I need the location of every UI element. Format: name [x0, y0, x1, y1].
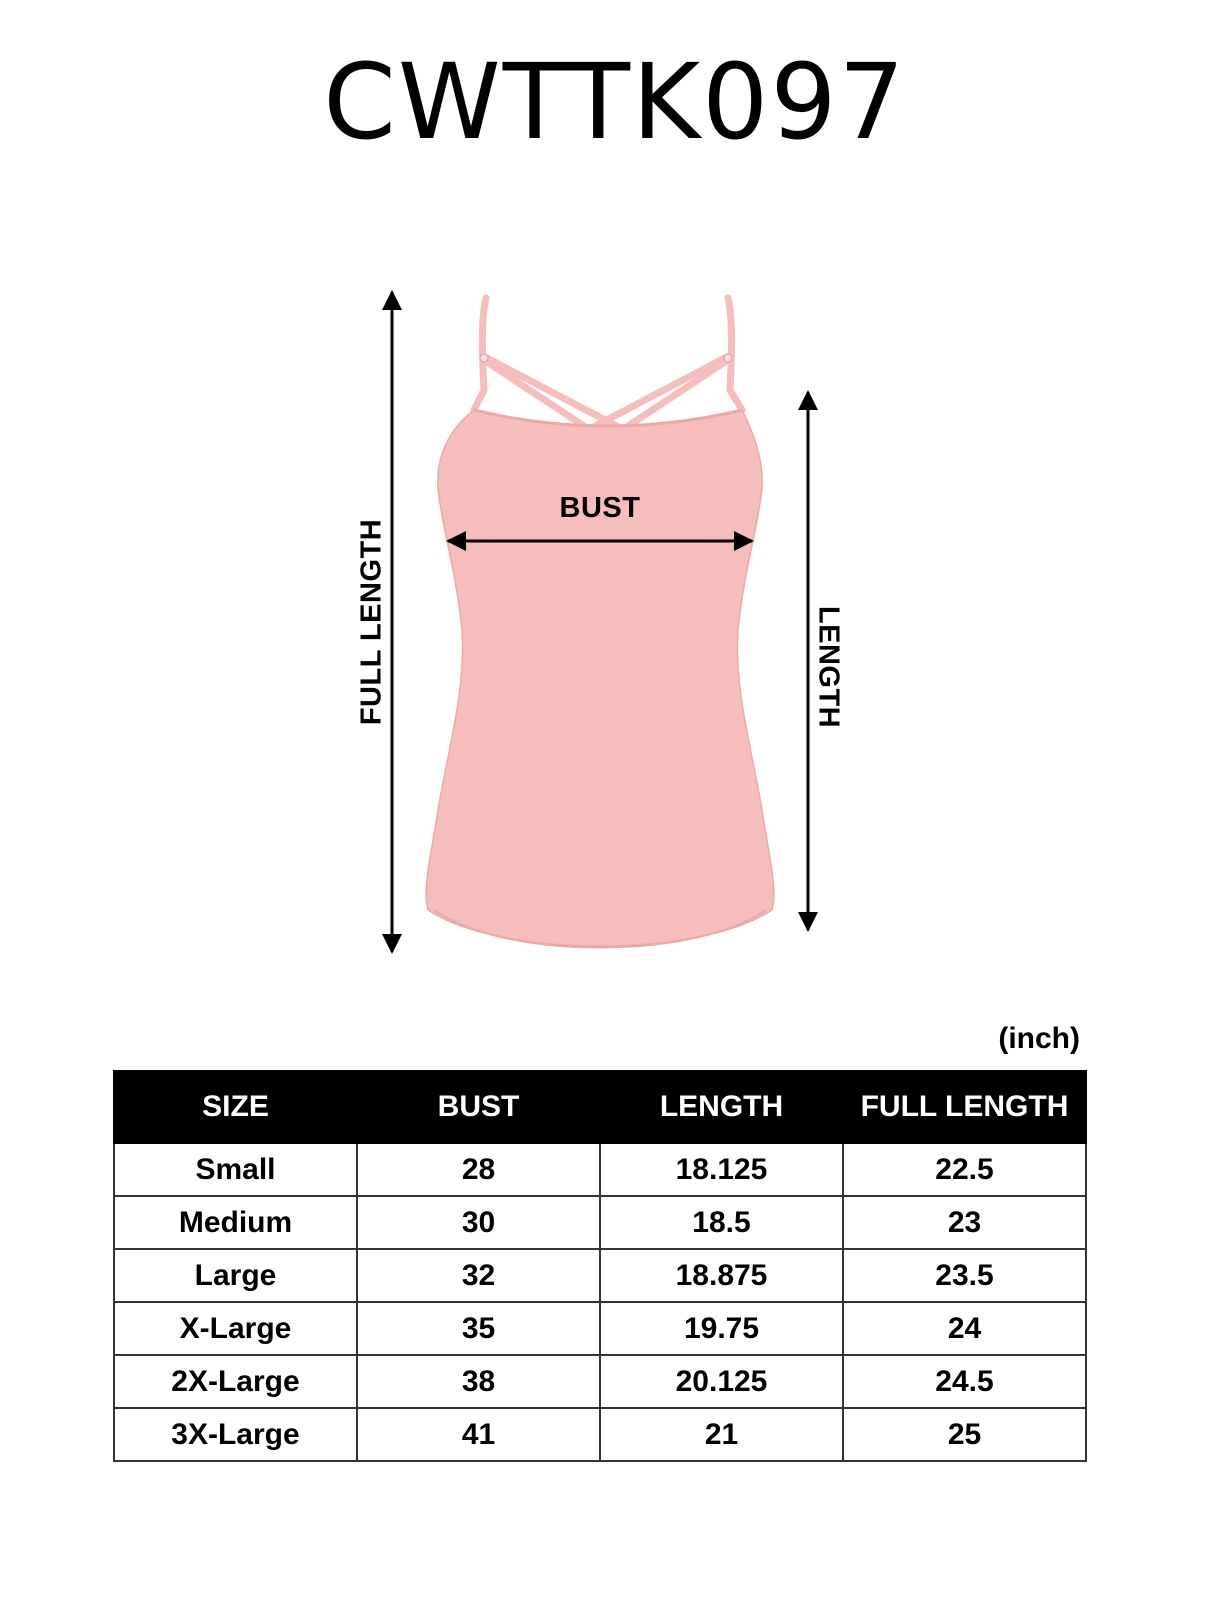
product-code-title: CWTTK097: [323, 41, 907, 163]
table-row: [114, 1408, 1086, 1461]
length-cell: 18.125: [600, 1143, 843, 1196]
length-label: LENGTH: [812, 605, 845, 729]
bust-cell: 35: [357, 1302, 600, 1355]
header-bust: BUST: [357, 1071, 600, 1143]
header-full-length: FULL LENGTH: [843, 1071, 1086, 1143]
size-cell: 3X-Large: [114, 1408, 357, 1461]
table-header-row: [114, 1071, 1086, 1143]
table-row: [114, 1355, 1086, 1408]
strap-rings: [480, 354, 732, 362]
table-row: [114, 1249, 1086, 1302]
size-cell: Medium: [114, 1196, 357, 1249]
table-row: [114, 1302, 1086, 1355]
length-cell: 18.5: [600, 1196, 843, 1249]
garment-straps: [474, 298, 742, 432]
garment-illustration: [0, 270, 1230, 990]
header-size: SIZE: [114, 1071, 357, 1143]
bust-cell: 30: [357, 1196, 600, 1249]
bust-cell: 28: [357, 1143, 600, 1196]
full-length-cell: 23: [843, 1196, 1086, 1249]
length-cell: 20.125: [600, 1355, 843, 1408]
table-row: [114, 1143, 1086, 1196]
full-length-cell: 25: [843, 1408, 1086, 1461]
header-length: LENGTH: [600, 1071, 843, 1143]
bust-cell: 32: [357, 1249, 600, 1302]
length-cell: 18.875: [600, 1249, 843, 1302]
size-cell: Small: [114, 1143, 357, 1196]
garment-diagram: [0, 270, 1230, 990]
bust-cell: 41: [357, 1408, 600, 1461]
size-cell: 2X-Large: [114, 1355, 357, 1408]
size-cell: X-Large: [114, 1302, 357, 1355]
size-cell: Large: [114, 1249, 357, 1302]
table-row: [114, 1196, 1086, 1249]
unit-label: (inch): [998, 1022, 1080, 1055]
full-length-cell: 23.5: [843, 1249, 1086, 1302]
length-cell: 19.75: [600, 1302, 843, 1355]
full-length-label: FULL LENGTH: [355, 518, 388, 726]
full-length-cell: 24: [843, 1302, 1086, 1355]
tank-top-body: [426, 410, 774, 946]
length-cell: 21: [600, 1408, 843, 1461]
size-chart-table: [113, 1070, 1087, 1462]
full-length-cell: 22.5: [843, 1143, 1086, 1196]
bust-cell: 38: [357, 1355, 600, 1408]
bust-label: BUST: [559, 492, 641, 524]
full-length-cell: 24.5: [843, 1355, 1086, 1408]
